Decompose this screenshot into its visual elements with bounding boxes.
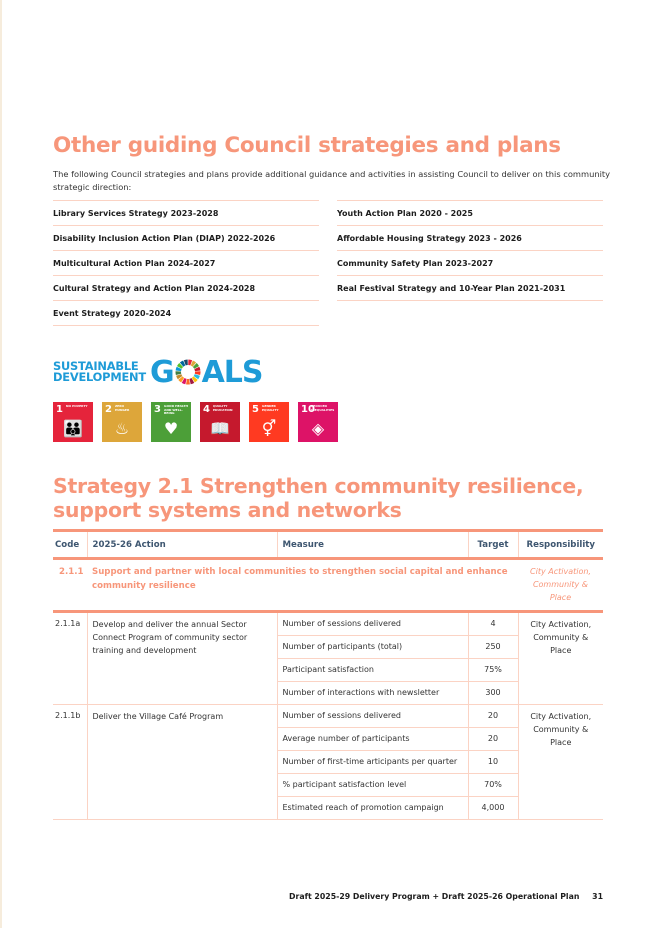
strategy-responsibility: City Activation, Community & Place [518,559,603,612]
target-cell: 70% [468,774,518,797]
plan-item: Disability Inclusion Action Plan (DIAP) 2022-2026 [53,226,319,251]
sdg-tile-number: 4 [203,404,210,415]
sdg-logo-line1: SUSTAINABLE [53,359,139,373]
action-code: 2.1.1b [53,705,87,820]
target-cell: 10 [468,751,518,774]
action-text: Deliver the Village Café Program [87,705,277,820]
sdg-tile-number: 2 [105,404,112,415]
plan-item: Cultural Strategy and Action Plan 2024-2028 [53,276,319,301]
responsibility-cell: City Activation, Community & Place [518,612,603,705]
plans-list [53,200,603,326]
measure-cell: Participant satisfaction [277,659,468,682]
sdg-logo [53,356,263,388]
page-edge [0,0,2,928]
measure-cell: Number of interactions with newsletter [277,682,468,705]
sdg-tile-label: QUALITY EDUCATION [213,404,233,412]
sdg-tile-number: 5 [252,404,259,415]
sdg-logo-words [53,361,146,383]
plan-item: Multicultural Action Plan 2024-2027 [53,251,319,276]
sdg-tile-label: GENDER EQUALITY [262,404,279,412]
table-header-row [53,531,603,559]
measure-cell: Number of sessions delivered [277,612,468,636]
table-row [53,612,603,636]
header-code: Code [53,531,87,559]
plan-item: Library Services Strategy 2023-2028 [53,201,319,226]
sdg-tiles [53,402,338,442]
gender-equality-icon: ⚥ [261,418,277,438]
strategy-code: 2.1.1 [53,559,87,612]
plan-item: Community Safety Plan 2023-2027 [337,251,603,276]
target-cell: 20 [468,705,518,728]
sdg-tile-10 [298,402,338,442]
strategy-table [53,529,603,820]
table-row [53,705,603,728]
sdg-wheel-segment [186,379,190,385]
sdg-tile-4 [200,402,240,442]
target-cell: 75% [468,659,518,682]
goals-letters: ALS [201,354,263,390]
responsibility-cell: City Activation, Community & Place [518,705,603,820]
sdg-tile-1 [53,402,93,442]
target-cell: 4,000 [468,797,518,820]
plans-column-left [53,200,319,326]
sdg-tile-label: NO POVERTY [66,404,88,408]
sdg-tile-number: 10 [301,404,315,415]
bowl-icon: ♨ [114,418,130,438]
sdg-tile-3 [151,402,191,442]
target-cell: 20 [468,728,518,751]
sdg-tile-label: GOOD HEALTH AND WELL-BEING [164,404,188,415]
book-icon: 📖 [210,418,230,438]
measure-cell: Number of participants (total) [277,636,468,659]
section-title-guiding-strategies: Other guiding Council strategies and plans [53,133,561,158]
header-action: 2025-26 Action [87,531,277,559]
header-responsibility: Responsibility [518,531,603,559]
sdg-tile-label: REDUCED INEQUALITIES [311,404,335,412]
target-cell: 250 [468,636,518,659]
sdg-tile-number: 1 [56,404,63,415]
header-target: Target [468,531,518,559]
strategy-text: Support and partner with local communities to strengthen social capital and enhance community resilience [87,559,518,612]
action-text: Develop and deliver the annual Sector Connect Program of community sector training and development [87,612,277,705]
measure-cell: Average number of participants [277,728,468,751]
measure-cell: Estimated reach of promotion campaign [277,797,468,820]
sdg-tile-2 [102,402,142,442]
measure-cell: Number of sessions delivered [277,705,468,728]
page-number: 31 [592,892,603,901]
plans-column-right [337,200,603,326]
plan-item: Event Strategy 2020-2024 [53,301,319,326]
section-intro: The following Council strategies and plans provide additional guidance and activities in assisting Council to deliver on this community strategic direction: [53,169,611,192]
sdg-logo-line2: DEVELOPMENT [53,370,146,384]
footer-title: Draft 2025-29 Delivery Program + Draft 2025-26 Operational Plan [289,892,580,901]
sdg-tile-number: 3 [154,404,161,415]
sdg-tile-label: ZERO HUNGER [115,404,130,412]
heartbeat-icon: ♥ [163,418,179,438]
header-measure: Measure [277,531,468,559]
family-icon: 👪 [63,418,83,438]
measure-cell: % participant satisfaction level [277,774,468,797]
action-code: 2.1.1a [53,612,87,705]
plan-item: Affordable Housing Strategy 2023 - 2026 [337,226,603,251]
plan-item: Youth Action Plan 2020 - 2025 [337,201,603,226]
section-title-strategy: Strategy 2.1 Strengthen community resilience, support systems and networks [53,474,584,522]
target-cell: 4 [468,612,518,636]
plan-item: Real Festival Strategy and 10-Year Plan 2021-2031 [337,276,603,301]
sdg-goals-wordmark [150,355,263,390]
goals-letter-g: G [149,354,174,390]
reduced-inequalities-icon: ◈ [311,418,325,438]
sdg-tile-5 [249,402,289,442]
strategy-row [53,559,603,612]
target-cell: 300 [468,682,518,705]
sdg-wheel-icon [175,359,201,385]
measure-cell: Number of first-time articipants per quarter [277,751,468,774]
page-footer [289,892,603,901]
